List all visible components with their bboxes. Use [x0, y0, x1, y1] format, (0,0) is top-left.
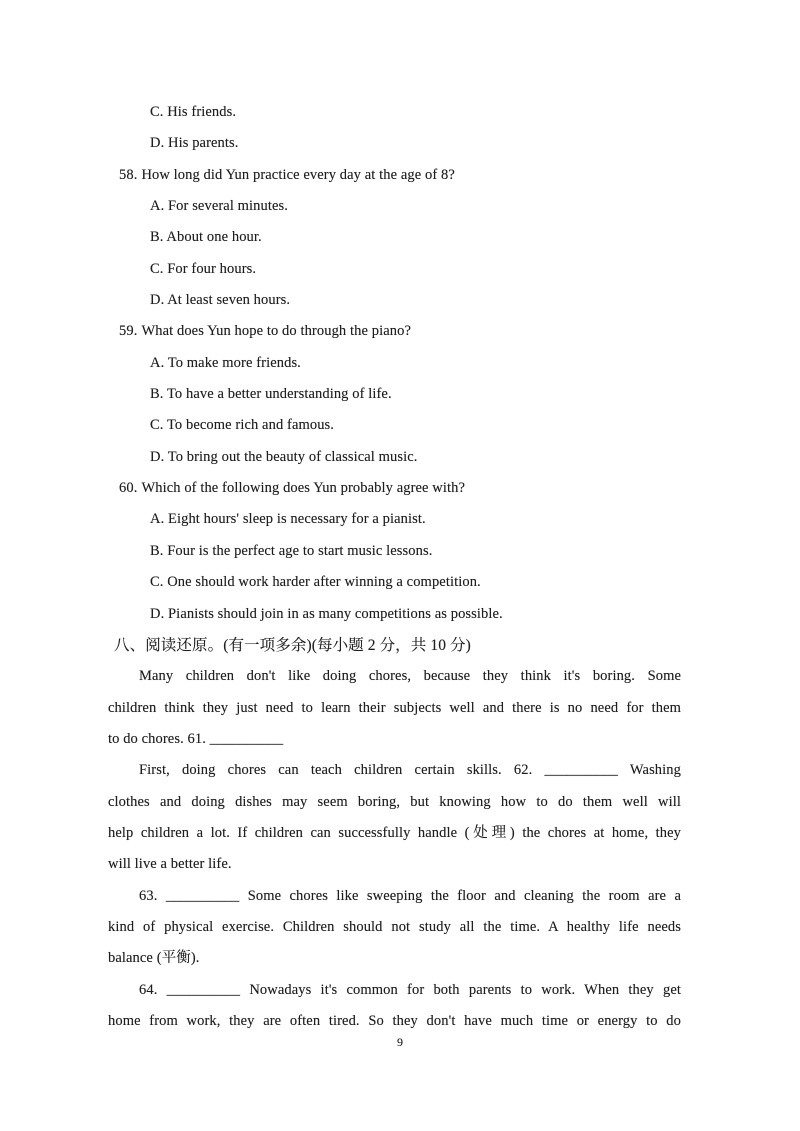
question-option: D. Pianists should join in as many competitions as possible.: [150, 605, 503, 622]
question-text: How long did Yun practice every day at the age of 8?: [141, 166, 455, 183]
passage-line-blank-64: 64. __________ Nowadays it's common for both parents to work. When they get: [139, 981, 681, 998]
question-option: B. Four is the perfect age to start music lessons.: [150, 542, 433, 559]
passage-line-blank-63: 63. __________ Some chores like sweeping the floor and cleaning the room are a: [139, 887, 681, 904]
question-number: 59.: [119, 323, 138, 340]
question-number: 60.: [119, 480, 138, 497]
question-line-60: [108, 473, 681, 504]
question-line-58: [108, 160, 681, 191]
question-option: B. To have a better understanding of life.: [150, 386, 392, 403]
question-option: D. To bring out the beauty of classical music.: [150, 448, 418, 465]
question-option: C. One should work harder after winning a competition.: [150, 574, 481, 591]
question-option: A. For several minutes.: [150, 198, 289, 215]
passage-line: help children a lot. If children can successfully handle (处理) the chores at home, they: [108, 824, 681, 841]
question-option: D. At least seven hours.: [150, 292, 291, 309]
passage-line: balance (平衡).: [108, 950, 200, 967]
passage-line: will live a better life.: [108, 856, 232, 873]
question-number: 58.: [119, 166, 138, 183]
section-header: 八、阅读还原。(有一项多余)(每小题 2 分，共 10 分): [114, 636, 471, 654]
question-option: A. Eight hours' sleep is necessary for a pianist.: [150, 511, 426, 528]
question-text: Which of the following does Yun probably agree with?: [141, 480, 466, 497]
question-option: D. His parents.: [150, 135, 239, 152]
passage-line-blank-61: to do chores. 61. __________: [108, 730, 284, 747]
passage-line: children think they just need to learn their subjects well and there is no need for them: [108, 699, 681, 716]
passage-line: clothes and doing dishes may seem boring, but knowing how to do them well will: [108, 793, 681, 810]
page-content: [108, 97, 681, 1037]
passage-line: Many children don't like doing chores, because they think it's boring. Some: [139, 668, 681, 685]
passage-line: kind of physical exercise. Children should not study all the time. A healthy life needs: [108, 918, 681, 935]
question-option: C. For four hours.: [150, 260, 257, 277]
passage-line: home from work, they are often tired. So they don't have much time or energy to do: [108, 1012, 681, 1029]
passage-line-blank-62: First, doing chores can teach children certain skills. 62. __________ Washing: [139, 762, 681, 779]
question-text: What does Yun hope to do through the piano?: [141, 323, 411, 340]
question-option: B. About one hour.: [150, 229, 262, 246]
page-number: 9: [397, 1035, 403, 1049]
question-line-59: [108, 316, 681, 347]
question-option: C. To become rich and famous.: [150, 417, 335, 434]
question-option: C. His friends.: [150, 104, 237, 120]
question-option: A. To make more friends.: [150, 354, 301, 371]
